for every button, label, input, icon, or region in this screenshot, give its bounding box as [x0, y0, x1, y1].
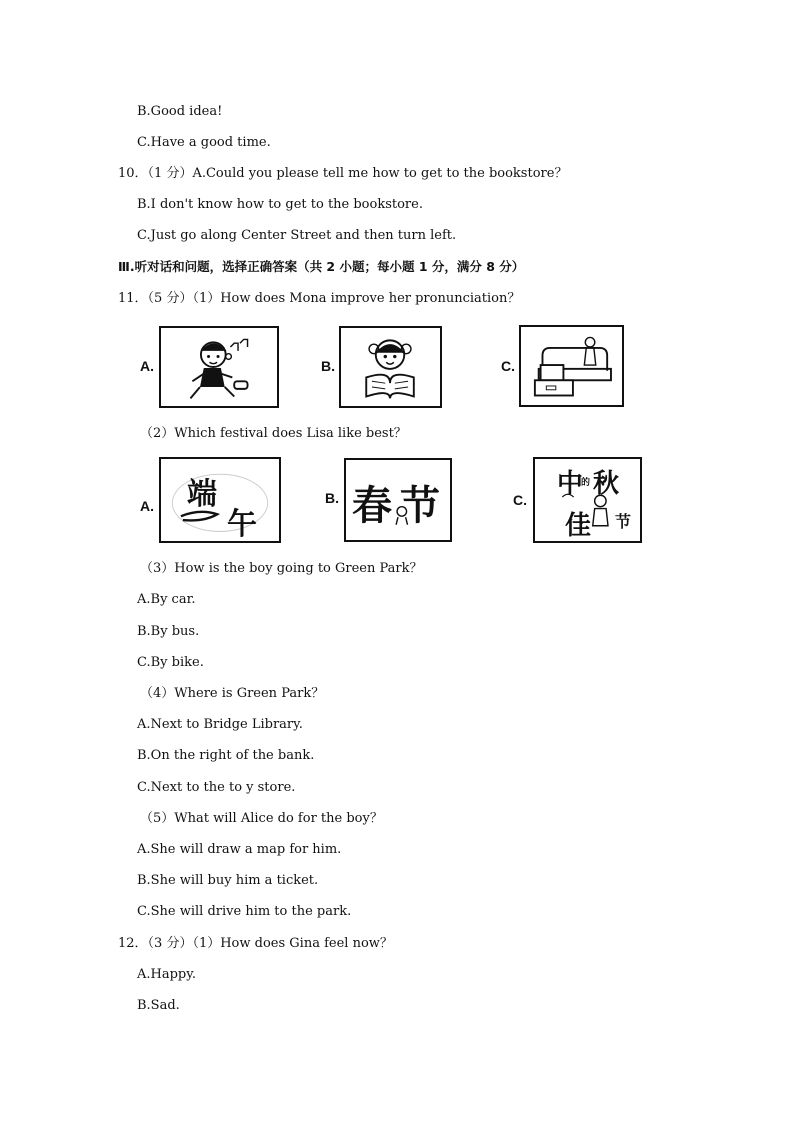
q12-option-a: A.Happy. — [137, 967, 197, 982]
q9-option-b: B.Good idea! — [137, 104, 223, 119]
festival-char-jia: 佳 — [565, 511, 592, 541]
girl-reading-book-icon — [341, 328, 440, 406]
q11-1-label-a: A. — [140, 358, 154, 374]
festival-char-zhong: 中 — [557, 469, 584, 499]
q11-1-picture-b — [339, 326, 442, 408]
q11-1-label-c: C. — [501, 358, 515, 374]
girl-listening-music-icon — [161, 328, 277, 406]
q11-5-option-c: C.She will drive him to the park. — [137, 904, 352, 919]
q11-3-option-c: C.By bike. — [137, 655, 204, 670]
q11-4-option-c: C.Next to the to y store. — [137, 780, 296, 795]
festival-char-jie: 节 — [400, 483, 440, 529]
q9-option-c: C.Have a good time. — [137, 135, 271, 150]
festival-char-jie-small: 节 — [615, 512, 632, 531]
q11-2-label-a: A. — [140, 498, 154, 514]
dragon-boat-festival-icon — [161, 459, 279, 541]
q11-1-picture-c — [519, 325, 624, 407]
q11-4-option-b: B.On the right of the bank. — [137, 748, 315, 763]
q11-1-picture-a — [159, 326, 279, 408]
q10-stem: 10．（1 分）A.Could you please tell me how to get to the bookstore？ — [118, 166, 568, 181]
q11-5-option-a: A.She will draw a map for him. — [137, 842, 342, 857]
q11-stem: 11．（5 分）（1）How does Mona improve her pronunciation？ — [118, 291, 521, 306]
festival-char-de: 的 — [581, 478, 591, 488]
festival-char-wu: 午 — [227, 507, 257, 542]
q11-3-question: （3）How is the boy going to Green Park？ — [140, 561, 423, 576]
q11-4-option-a: A.Next to Bridge Library. — [137, 717, 303, 732]
q11-2-picture-a — [159, 457, 281, 543]
q11-3-option-a: A.By car. — [137, 592, 196, 607]
q11-2-picture-b — [344, 458, 452, 542]
q11-2-question: （2）Which festival does Lisa like best？ — [140, 426, 407, 441]
q10-option-b: B.I don't know how to get to the bookstore. — [137, 197, 423, 212]
festival-char-duan: 端 — [187, 477, 217, 512]
q12-option-b: B.Sad. — [137, 998, 180, 1013]
festival-char-chun: 春 — [352, 483, 392, 529]
q11-5-option-b: B.She will buy him a ticket. — [137, 873, 319, 888]
girl-watching-tv-icon — [521, 327, 622, 405]
q11-1-label-b: B. — [321, 358, 335, 374]
q11-4-question: （4）Where is Green Park？ — [140, 686, 325, 701]
q11-3-option-b: B.By bus. — [137, 624, 200, 639]
q11-5-question: （5）What will Alice do for the boy？ — [140, 811, 383, 826]
section-3-heading: Ⅲ.听对话和问题，选择正确答案（共 2 小题；每小题 1 分，满分 8 分） — [118, 259, 525, 274]
q11-2-label-c: C. — [513, 492, 527, 508]
q11-2-picture-c — [533, 457, 642, 543]
q10-option-c: C.Just go along Center Street and then turn left. — [137, 228, 457, 243]
festival-char-qiu: 秋 — [593, 469, 620, 499]
q12-stem: 12．（3 分）（1）How does Gina feel now？ — [118, 936, 393, 951]
q11-2-label-b: B. — [325, 490, 339, 506]
